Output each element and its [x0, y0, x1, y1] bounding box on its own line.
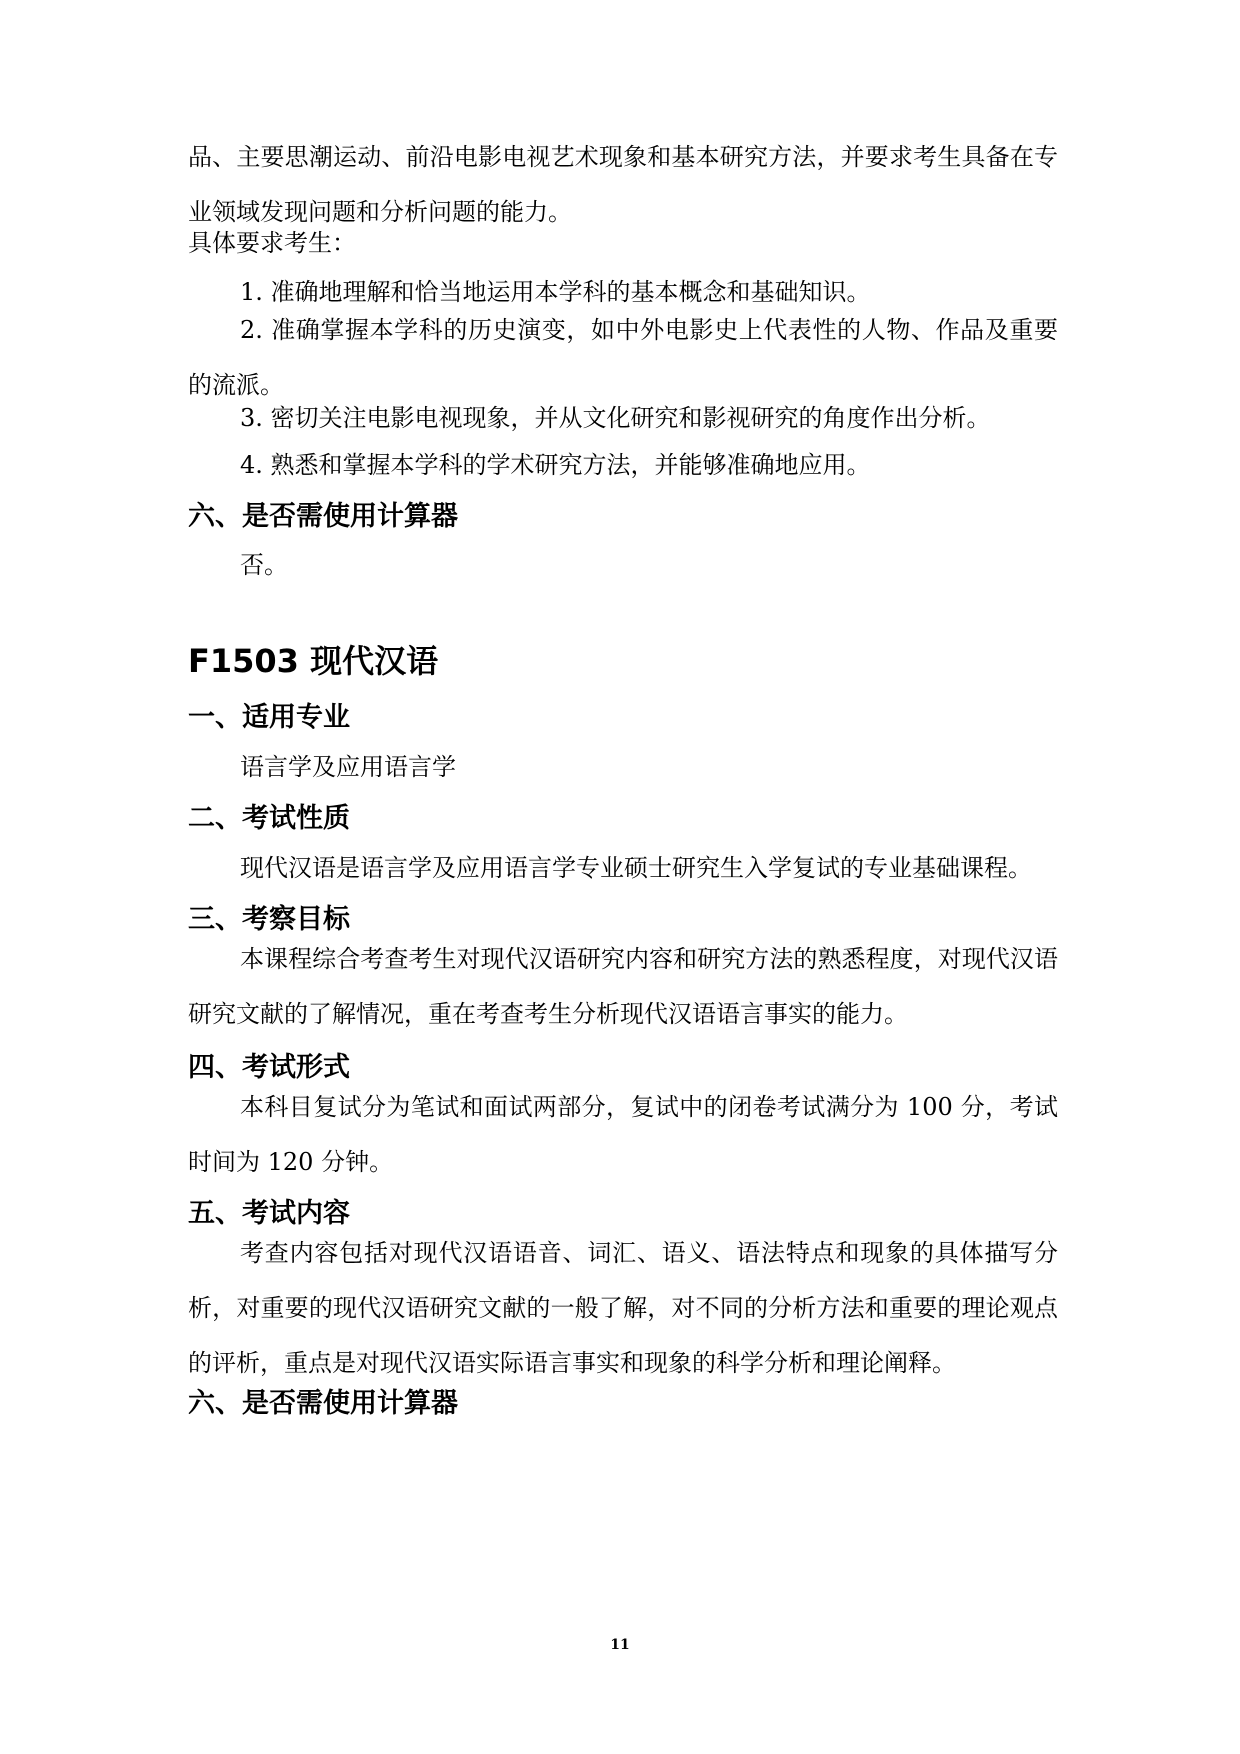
- page-number: 11: [610, 1637, 630, 1653]
- course-title: F1503 现代汉语: [188, 642, 439, 680]
- requirements-label: 具体要求考生：: [188, 229, 356, 257]
- section-text: 语言学及应用语言学: [240, 753, 456, 781]
- section-heading: 六、是否需使用计算器: [188, 501, 458, 532]
- section-heading: 二、考试性质: [188, 803, 350, 834]
- section-heading: 三、考察目标: [188, 904, 350, 935]
- section-heading: 一、适用专业: [188, 702, 350, 733]
- requirement-item: 3. 密切关注电影电视现象，并从文化研究和影视研究的角度作出分析。: [240, 404, 991, 432]
- section-heading: 四、考试形式: [188, 1052, 350, 1083]
- section-text: 考查内容包括对现代汉语语音、词汇、语义、语法特点和现象的具体描写分析，对重要的现代汉语研究文献的一般了解，对不同的分析方法和重要的理论观点的评析，重点是对现代汉语实际语言事实和现象的科学分析和理论阐释。: [188, 1239, 1058, 1377]
- section-text: 本科目复试分为笔试和面试两部分，复试中的闭卷考试满分为 100 分，考试时间为 120 分钟。: [188, 1093, 1058, 1176]
- section-heading: 六、是否需使用计算器: [188, 1388, 458, 1419]
- requirement-item: 2. 准确掌握本学科的历史演变，如中外电影史上代表性的人物、作品及重要的流派。: [188, 316, 1058, 399]
- intro-paragraph: 品、主要思潮运动、前沿电影电视艺术现象和基本研究方法，并要求考生具备在专业领域发现问题和分析问题的能力。: [188, 143, 1058, 226]
- section-text: 现代汉语是语言学及应用语言学专业硕士研究生入学复试的专业基础课程。: [240, 854, 1032, 882]
- section-text: 本课程综合考查考生对现代汉语研究内容和研究方法的熟悉程度，对现代汉语研究文献的了解情况，重在考查考生分析现代汉语语言事实的能力。: [188, 945, 1058, 1028]
- requirement-item: 1. 准确地理解和恰当地运用本学科的基本概念和基础知识。: [240, 278, 871, 306]
- requirement-item: 4. 熟悉和掌握本学科的学术研究方法，并能够准确地应用。: [240, 451, 871, 479]
- section-heading: 五、考试内容: [188, 1198, 350, 1229]
- calculator-answer: 否。: [240, 551, 288, 579]
